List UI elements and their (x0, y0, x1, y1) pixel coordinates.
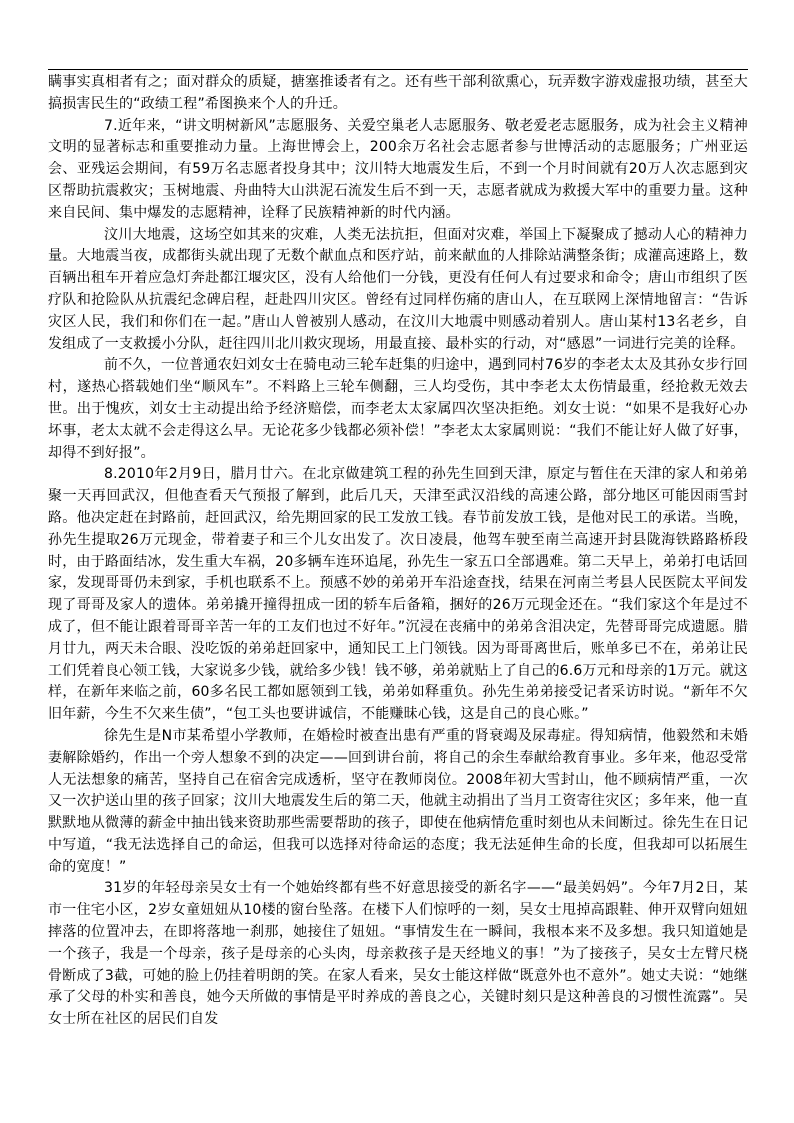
header-rule (48, 69, 748, 70)
paragraph-3: 汶川大地震，这场空如其来的灾难，人类无法抗拒，但面对灾难，举国上下凝聚成了撼动人心的精神力量。大地震当夜，成都街头就出现了无数个献血点和医疗站，前来献血的人排除站满整条街；成灌高速路上，数百辆出租车开着应急灯奔赴都江堰灾区，没有人给他们一分钱，更没有任何人有过要求和命令；唐山市组织了医疗队和抢险队从抗震纪念碑启程，赶赴四川灾区。曾经有过同样伤痛的唐山人，在互联网上深情地留言：“告诉灾区人民，我们和你们在一起。”唐山人曾被别人感动，在汶川大地震中则感动着别人。唐山某村13名老乡，自发组成了一支救援小分队，赶往四川北川救灾现场，用最直接、最朴实的行动，对“感恩”一词进行完美的诠释。 (48, 226, 748, 352)
body-text (48, 72, 748, 1031)
paragraph-7: 31岁的年轻母亲吴女士有一个她始终都有些不好意思接受的新名字——“最美妈妈”。今年7月2日，某市一住宅小区，2岁女童妞妞从10楼的窗台坠落。在楼下人们惊呼的一刻，吴女士甩掉高跟鞋、伸开双臂向妞妞摔落的位置冲去，在即将落地一刹那，她接住了妞妞。“事情发生在一瞬间，我根本来不及多想。我只知道她是一个孩子，我是一个母亲，孩子是母亲的心头肉，母亲救孩子是天经地义的事！”为了接孩子，吴女士左臂尺桡骨断成了3截，可她的脸上仍挂着明朗的笑。在家人看来，吴女士能这样做“既意外也不意外”。她丈夫说：“她继承了父母的朴实和善良，她今天所做的事情是平时养成的善良之心，关键时刻只是这种善良的习惯性流露”。吴女士所在社区的居民们自发 (48, 880, 748, 1028)
paragraph-2: 7.近年来，“讲文明树新风”志愿服务、关爱空巢老人志愿服务、敬老爱老志愿服务，成为社会主义精神文明的显著标志和重要推动力量。上海世博会上，200余万名社会志愿者参与世博活动的志愿服务；广州亚运会、亚残运会期间，有59万名志愿者投身其中；汶川特大地震发生后，不到一个月时间就有20万人次志愿到灾区帮助抗震救灾；玉树地震、舟曲特大山洪泥石流发生后不到一天，志愿者就成为救援大军中的重要力量。这种来自民间、集中爆发的志愿精神，诠释了民族精神新的时代内涵。 (48, 117, 748, 221)
paragraph-1: 瞒事实真相者有之；面对群众的质疑，搪塞推诿者有之。还有些干部利欲熏心，玩弄数字游戏虚报功绩，甚至大搞损害民生的“政绩工程”希图换来个人的升迁。 (48, 74, 748, 112)
paragraph-6: 徐先生是N市某希望小学教师，在婚检时被查出患有严重的肾衰竭及尿毒症。得知病情，他毅然和未婚妻解除婚约，作出一个旁人想象不到的决定——回到讲台前，将自己的余生奉献给教育事业。多年来，他忍受常人无法想象的痛苦，坚持自己在宿舍完成透析，坚守在教师岗位。2008年初大雪封山，他不顾病情严重，一次又一次护送山里的孩子回家；汶川大地震发生后的第二天，他就主动捐出了当月工资寄往灾区；多年来，他一直默默地从微薄的薪金中抽出钱来资助那些需要帮助的孩子，即使在他病情危重时刻也从未间断过。徐先生在日记中写道，“我无法选择自己的命运，但我可以选择对待命运的态度；我无法延伸生命的长度，但我却可以拓展生命的宽度！” (48, 727, 748, 875)
paragraph-5: 8.2010年2月9日，腊月廿六。在北京做建筑工程的孙先生回到天津，原定与暂住在天津的家人和弟弟聚一天再回武汉，但他查看天气预报了解到，此后几天，天津至武汉沿线的高速公路，部分地区可能因雨雪封路。他决定赶在封路前，赶回武汉，给先期回家的民工发放工钱。春节前发放工钱，是他对民工的承诺。当晚，孙先生提取26万元现金，带着妻子和三个儿女出发了。次日凌晨，他驾车驶至南兰高速开封县陇海铁路路桥段时，由于路面结冰，发生重大车祸，20多辆车连环追尾，孙先生一家五口全部遇难。第二天早上，弟弟打电话回家，发现哥哥仍未到家，手机也联系不上。预感不妙的弟弟开车沿途查找，结果在河南兰考县人民医院太平间发现了哥哥及家人的遗体。弟弟撬开撞得扭成一团的轿车后备箱，捆好的26万元现金还在。“我们家这个年是过不成了，但不能让跟着哥哥辛苦一年的工友们也过不好年。”沉浸在丧痛中的弟弟含泪决定，先替哥哥完成遗愿。腊月廿九，两天未合眼、没吃饭的弟弟赶回家中，通知民工上门领钱。因为哥哥离世后，账单多已不在，弟弟让民工们凭着良心领工钱，大家说多少钱，就给多少钱！钱不够，弟弟就贴上了自己的6.6万元和母亲的1万元。就这样，在新年来临之前，60多名民工都如愿领到工钱，弟弟如释重负。孙先生弟弟接受记者采访时说。“新年不欠旧年薪，今生不欠来生债”，“包工头也要讲诚信，不能赚昧心钱，这是自己的良心账。” (48, 466, 748, 723)
paragraph-4: 前不久，一位普通农妇刘女士在骑电动三轮车赶集的归途中，遇到同村76岁的李老太太及其孙女步行回村，遂热心搭载她们坐“顺风车”。不料路上三轮车侧翻，三人均受伤，其中李老太太伤情最重，经抢救无效去世。出于愧疚，刘女士主动提出给予经济赔偿，而李老太太家属四次坚决拒绝。刘女士说：“如果不是我好心办坏事，老太太就不会走得这么早。无论花多少钱都必须补偿！”李老太太家属则说：“我们不能让好人做了好事，却得不到好报”。 (48, 357, 748, 461)
